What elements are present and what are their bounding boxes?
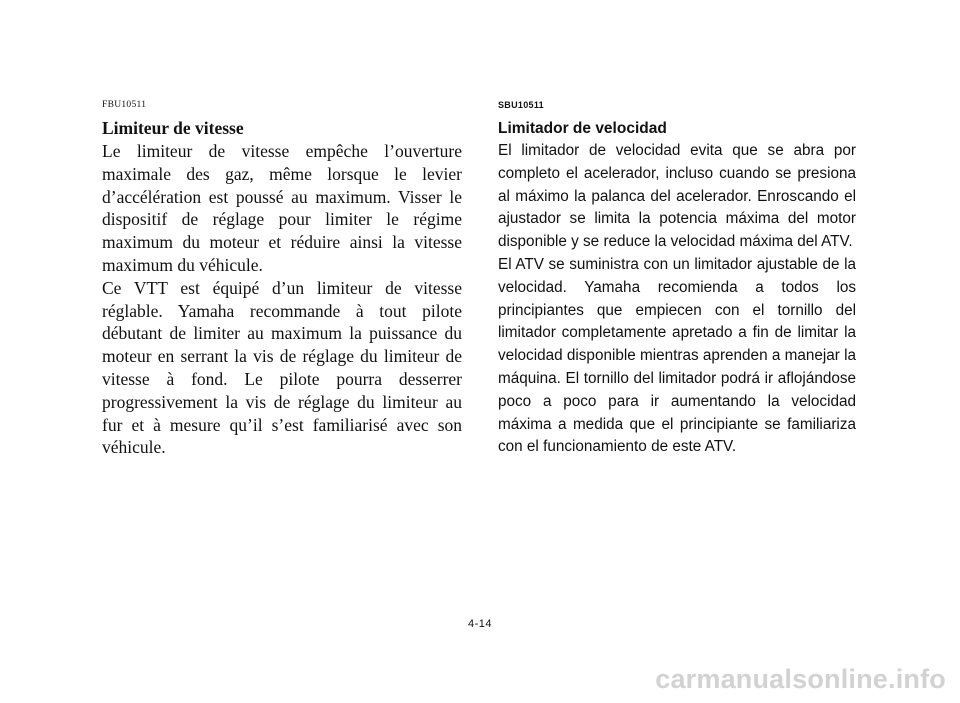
section-heading: Limitador de velocidad (498, 120, 667, 137)
paragraph: El limitador de velocidad evita que se abra por completo el acelerador, incluso cuando se presiona al máximo la palanca del acelerador. Enroscando el ajustador se limita la potencia máxima del motor disponible y se reduce la velocidad máxima del ATV. (498, 142, 856, 251)
paragraph: Le limiteur de vitesse empêche l’ouverture maximale des gaz, même lorsque le levier d’accélération est poussé au maximum. Visser le dispositif de réglage pour limiter le régime maximum du moteur et réduire ainsi la vitesse maximum du véhicule. (102, 141, 462, 275)
paragraph: El ATV se suministra con un limitador ajustable de la velocidad. Yamaha recomienda a todos los principiantes que empiecen con el tornillo del limitador completamente apretado a fin de limitar la velocidad disponible mientras aprenden a manejar la máquina. El tornillo del limitador podrá ir aflojándose poco a poco para ir aumentando la velocidad máxima a medida que el principiante se familiariza con el funcionamiento de este ATV. (498, 255, 856, 456)
section-code: FBU10511 (102, 100, 147, 110)
french-section (102, 100, 462, 459)
spanish-section (498, 100, 856, 459)
paragraph: Ce VTT est équipé d’un limiteur de vitesse réglable. Yamaha recommande à tout pilote débutant de limiter au maximum la puissance du moteur en serrant la vis de réglage du limiteur de vitesse à fond. Le pilote pourra desserrer progressivement la vis de réglage du limiteur au fur et à mesure qu’il s’est familiarisé avec son véhicule. (102, 277, 462, 458)
section-code: SBU10511 (498, 100, 544, 110)
watermark: carmanualsonline.info (655, 664, 946, 694)
page-number: 4-14 (467, 618, 493, 630)
section-heading: Limiteur de vitesse (102, 118, 244, 138)
